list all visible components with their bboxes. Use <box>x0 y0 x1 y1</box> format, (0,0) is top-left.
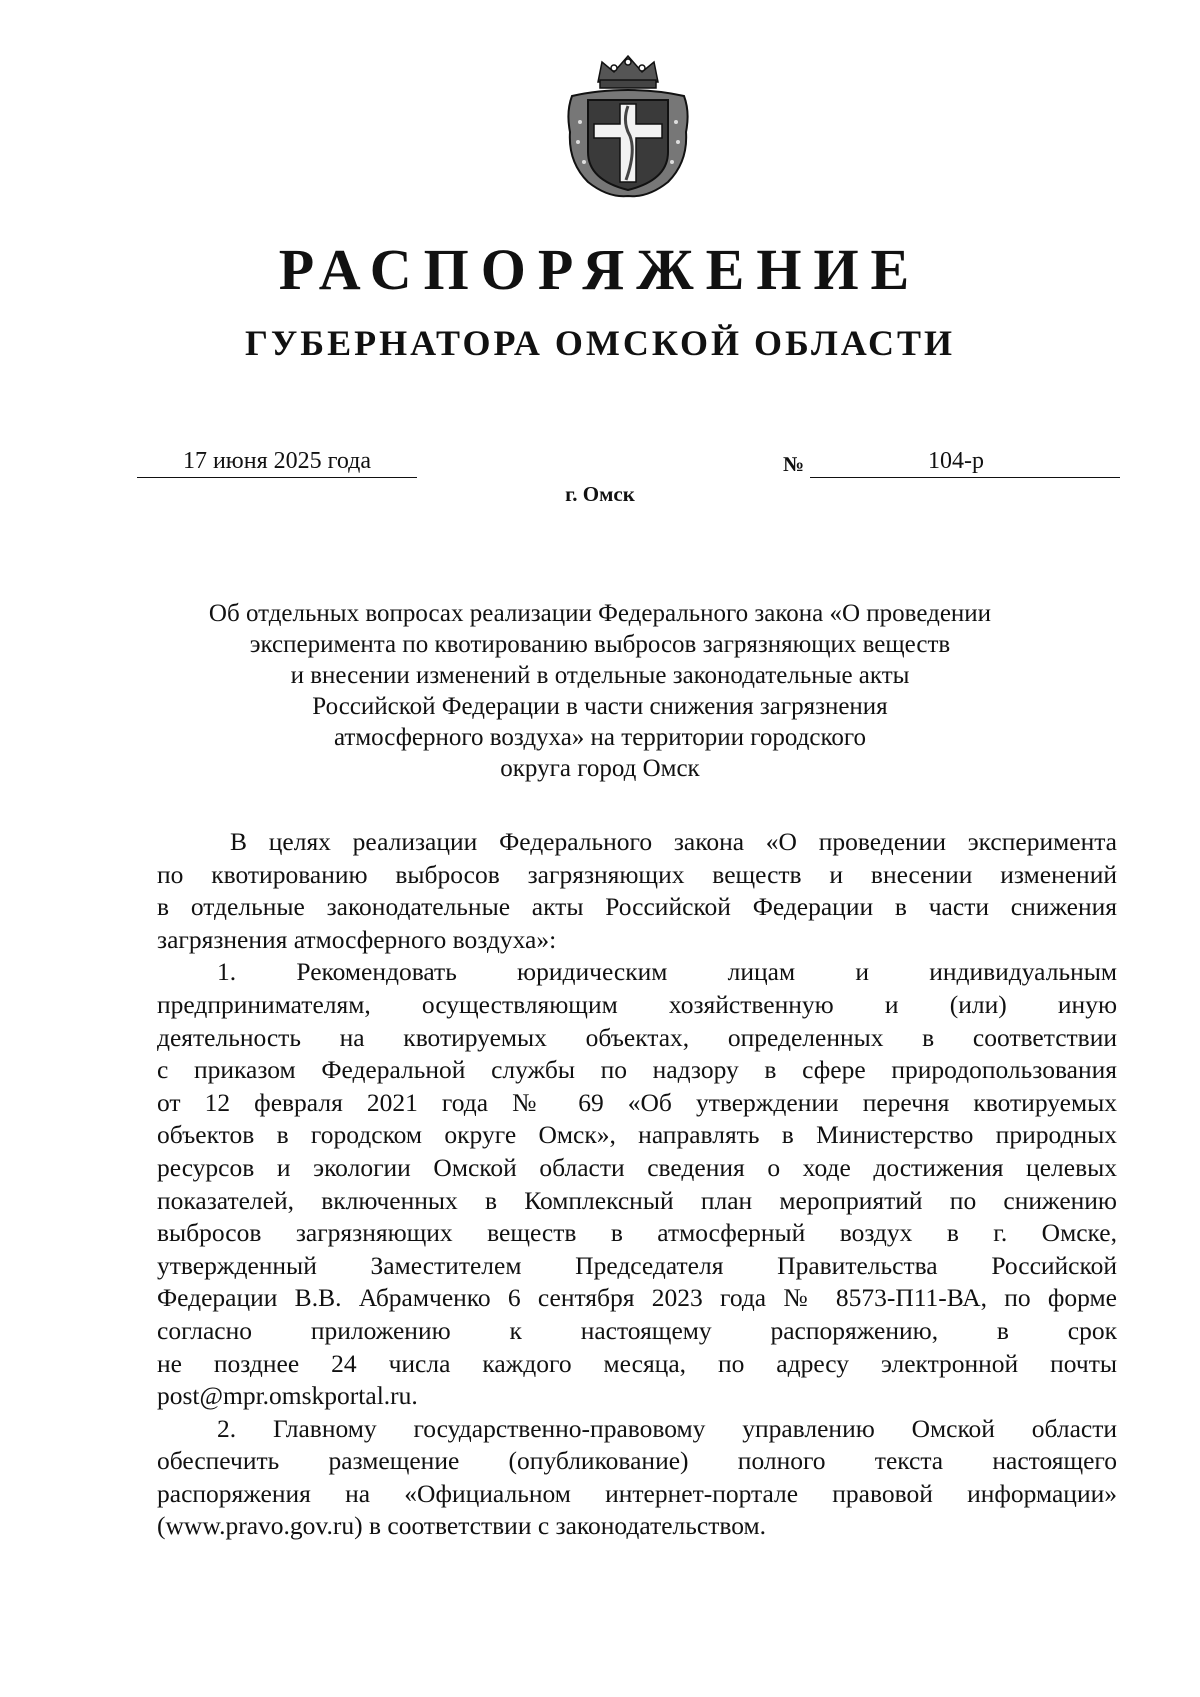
number-sign: № <box>783 452 805 476</box>
body-line: по квотированию выбросов загрязняющих веществ и внесении изменений <box>157 859 1117 889</box>
body-line: (www.pravo.gov.ru) в соответствии с законодательством. <box>157 1511 766 1541</box>
subject-line: и внесении изменений в отдельные законодательные акты <box>290 662 910 689</box>
body-line: загрязнения атмосферного воздуха»: <box>157 924 557 954</box>
coat-of-arms-icon <box>558 52 698 200</box>
document-number-field <box>810 445 1120 478</box>
subject-line: округа город Омск <box>500 755 700 782</box>
body-line: Федерации В.В. Абрамченко 6 сентября 2023 года № 8573-П11-ВА, по форме <box>157 1283 1117 1313</box>
document-body <box>157 826 1117 1543</box>
subject-line: эксперимента по квотированию выбросов загрязняющих веществ <box>249 631 951 658</box>
document-date: 17 июня 2025 года <box>137 445 417 478</box>
issuer-title: ГУБЕРНАТОРА ОМСКОЙ ОБЛАСТИ <box>244 323 956 363</box>
body-line: согласно приложению к настоящему распоряжению, в срок <box>157 1315 1117 1345</box>
body-line: выбросов загрязняющих веществ в атмосферный воздух в г. Омске, <box>157 1218 1117 1248</box>
document-type-title: РАСПОРЯЖЕНИЕ <box>278 237 922 302</box>
email-address: post@mpr.omskportal.ru. <box>157 1381 418 1411</box>
subject-line: Об отдельных вопросах реализации Федерального закона «О проведении <box>208 600 992 627</box>
body-line: 2. Главному государственно-правовому управлению Омской области <box>217 1413 1117 1443</box>
body-line: показателей, включенных в Комплексный план мероприятий по снижению <box>157 1185 1117 1215</box>
document-city: г. Омск <box>565 482 635 506</box>
body-line: предпринимателям, осуществляющим хозяйственную и (или) иную <box>157 989 1117 1019</box>
body-line: ресурсов и экологии Омской области сведения о ходе достижения целевых <box>157 1152 1117 1182</box>
body-line: распоряжения на «Официальном интернет-портале правовой информации» <box>157 1478 1117 1508</box>
body-line: В целях реализации Федерального закона «О проведении эксперимента <box>230 827 1117 856</box>
subject-line: атмосферного воздуха» на территории городского <box>333 724 867 751</box>
body-line: объектов в городском округе Омск», направлять в Министерство природных <box>157 1120 1117 1150</box>
body-line: утвержденный Заместителем Председателя Правительства Российской <box>157 1250 1117 1280</box>
body-line: обеспечить размещение (опубликование) полного текста настоящего <box>157 1446 1117 1476</box>
document-number: 104-р <box>928 448 984 474</box>
body-line: с приказом Федеральной службы по надзору в сфере природопользования <box>157 1055 1117 1085</box>
body-line: от 12 февраля 2021 года № 69 «Об утверждении перечня квотируемых <box>157 1087 1117 1117</box>
body-line: не позднее 24 числа каждого месяца, по адресу электронной почты <box>157 1348 1117 1378</box>
document-subject <box>160 598 1040 784</box>
body-line: деятельность на квотируемых объектах, определенных в соответствии <box>157 1022 1117 1052</box>
body-line: в отдельные законодательные акты Российской Федерации в части снижения <box>157 892 1117 922</box>
body-line: 1. Рекомендовать юридическим лицам и индивидуальным <box>217 957 1117 987</box>
subject-line: Российской Федерации в части снижения загрязнения <box>312 693 888 720</box>
